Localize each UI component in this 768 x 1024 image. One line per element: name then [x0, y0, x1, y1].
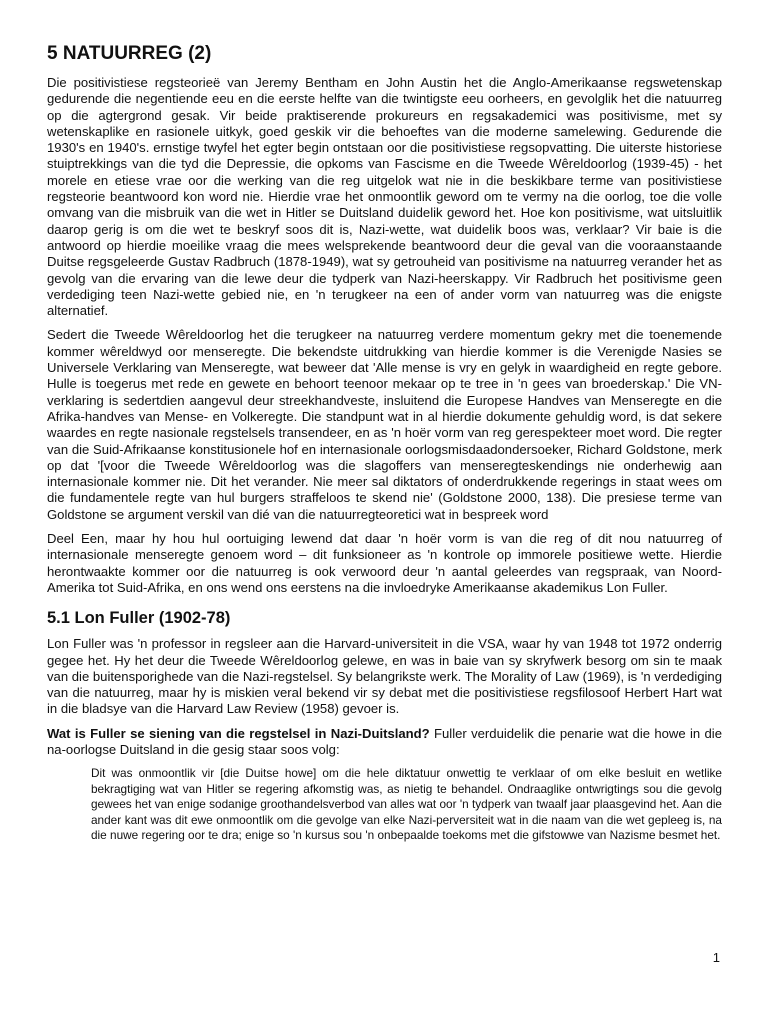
document-body [47, 42, 722, 843]
section-heading: 5.1 Lon Fuller (1902-78) [47, 609, 231, 628]
question-bold: Wat is Fuller se siening van die regstelsel in Nazi-Duitsland? [47, 725, 430, 741]
paragraph-human-rights: Sedert die Tweede Wêreldoorlog het die terugkeer na natuurreg verdere momentum gekry met die toenemende kommer wêreldwyd oor menseregte. Die bekendste uitdrukking van hierdie kommer is die Verenigde Nasies se Universele Verklaring van Menseregte, wat beweer dat 'Alle mense is vry en gelyk in waardigheid en regte gebore. Hulle is toegerus met rede en gewete en behoort teenoor mekaar op te tree in 'n gees van broederskap.' Die VN-verklaring is sedertdien aangevul deur streekhandveste, insluitend die Europese Handves van Menseregte en die Afrika-handves van Mense- en Volkeregte. Die standpunt wat in al hierdie dokumente gehuldig word, is dat sekere waardes en regte nasionale regstelsels transendeer, en as 'n hoër vorm van reg gerespekteer moet word. Die regter van die Suid-Afrikaanse konstitusionele hof en internasionale oorlogsmisdaadondersoeker, Richard Goldstone, merk op dat '[voor die Tweede Wêreldoorlog was die slagoffers van menseregteskendings nie onderhewig aan internasionale kommer nie. Dit het verander. Nie meer sal diktators of onderdrukkende regerings in staat wees om die fundamentele regte van hul burgers straffeloos te skend nie' (Goldstone 2000, 138). Die presiese terme van Goldstone se argument verskil van dié van die natuurregteoretici wat in bespreek word [47, 327, 722, 522]
paragraph-question [47, 726, 722, 759]
page-number: 1 [712, 950, 720, 965]
paragraph-fuller: Lon Fuller was 'n professor in regsleer aan die Harvard-universiteit in die VSA, waar hy van 1948 tot 1972 onderrig gegee het. Hy het deur die Tweede Wêreldoorlog gelewe, en was in baie van sy skryfwerk besorg om sin te maak van die buitensporighede van die Nazi-regstelsel. Sy belangrikste werk. The Morality of Law (1969), is 'n verdediging van die natuurreg, maar hy is miskien veral bekend vir sy debat met die positivistiese regsfilosoof Herbert Hart wat in die bladsye van die Harvard Law Review (1958) gevoer is. [47, 636, 722, 717]
block-quote: Dit was onmoontlik vir [die Duitse howe] om die hele diktatuur onwettig te verklaar of om elke besluit en wetlike bekragtiging wat van Hitler se regering afkomstig was, as nietig te behandel. Ondraaglike ontwrigtings sou die gevolg gewees het van enige sodanige groothandelsverbod van alles wat oor 'n tydperk van twaalf jaar plaasgevind het. Aan die ander kant was dit ewe onmoontlik om die gevolge van elke Nazi-perversiteit wat in die naam van die wet gepleeg is, na die nuwe regering oor te dra; enige so 'n kursus sou 'n onbepaalde toekoms met die gifstowwe van Nazisme besmet het. [91, 766, 722, 842]
paragraph-intro: Die positivistiese regsteorieë van Jeremy Bentham en John Austin het die Anglo-Amerikaanse regswetenskap gedurende die negentiende eeu en die eerste helfte van die twintigste eeu oorheers, en gevolglik het die natuurreg op die agtergrond gesak. Vir beide praktiserende prokureurs en regsakademici was positivisme, met sy wetenskaplike en rasionele uitkyk, goed geskik vir die behoeftes van die moderne samelewing. Gedurende die 1930's en 1940's. ernstige twyfel het egter begin ontstaan oor die positivistiese regsopvatting. Die uiterste historiese stuiptrekkings van die tyd die Depressie, die opkoms van Fascisme en die Tweede Wêreldoorlog (1939-45) - het morele en etiese vrae oor die werking van die reg uitgelok wat nie in die beskikbare terme van positivistiese regsteorie beantwoord kon word nie. Hierdie vrae het onmoontlik geword om te vermy na die oorlog, toe die volle omvang van die misbruik van die wet in Hitler se Duitsland duidelik geword het. Hoe kon positivisme, wat uitsluitlik daarop gerig is om die wet te beskryf soos dit is, Nazi-wette, wat duidelik boos was, verklaar? Vir baie is die antwoord op hierdie moeilike vraag die mees welsprekende beantwoord deur die geval van die vooraanstaande Duitse regsgeleerde Gustav Radbruch (1878-1949), wat sy getrouheid van positivisme na natuurreg verander het as gevolg van die ervaring van die lewe deur die tydperk van Nazi-heerskappy. Vir Radbruch het positivisme geen verdediging teen Nazi-wette gebied nie, en 'n terugkeer na een of ander vorm van natuurreg was die enigste alternatief. [47, 75, 722, 319]
paragraph-part-one: Deel Een, maar hy hou hul oortuiging lewend dat daar 'n hoër vorm is van die reg of dit nou natuurreg of internasionale menseregte genoem word – dit funksioneer as 'n kontrole op immorele positiewe wette. Hierdie herontwaakte kommer oor die natuurreg is ook verwoord deur 'n aantal geleerdes van regspraak, van Noord-Amerika tot Suid-Afrika, en ons wend ons eerstens na die invloedryke Amerikaanse akademikus Lon Fuller. [47, 531, 722, 595]
question-rest: Fuller verduidelik die penarie wat die howe in die na-oorlogse Duitsland in die gesig staar soos volg: [47, 725, 722, 757]
page-title: 5 NATUURREG (2) [47, 43, 212, 64]
